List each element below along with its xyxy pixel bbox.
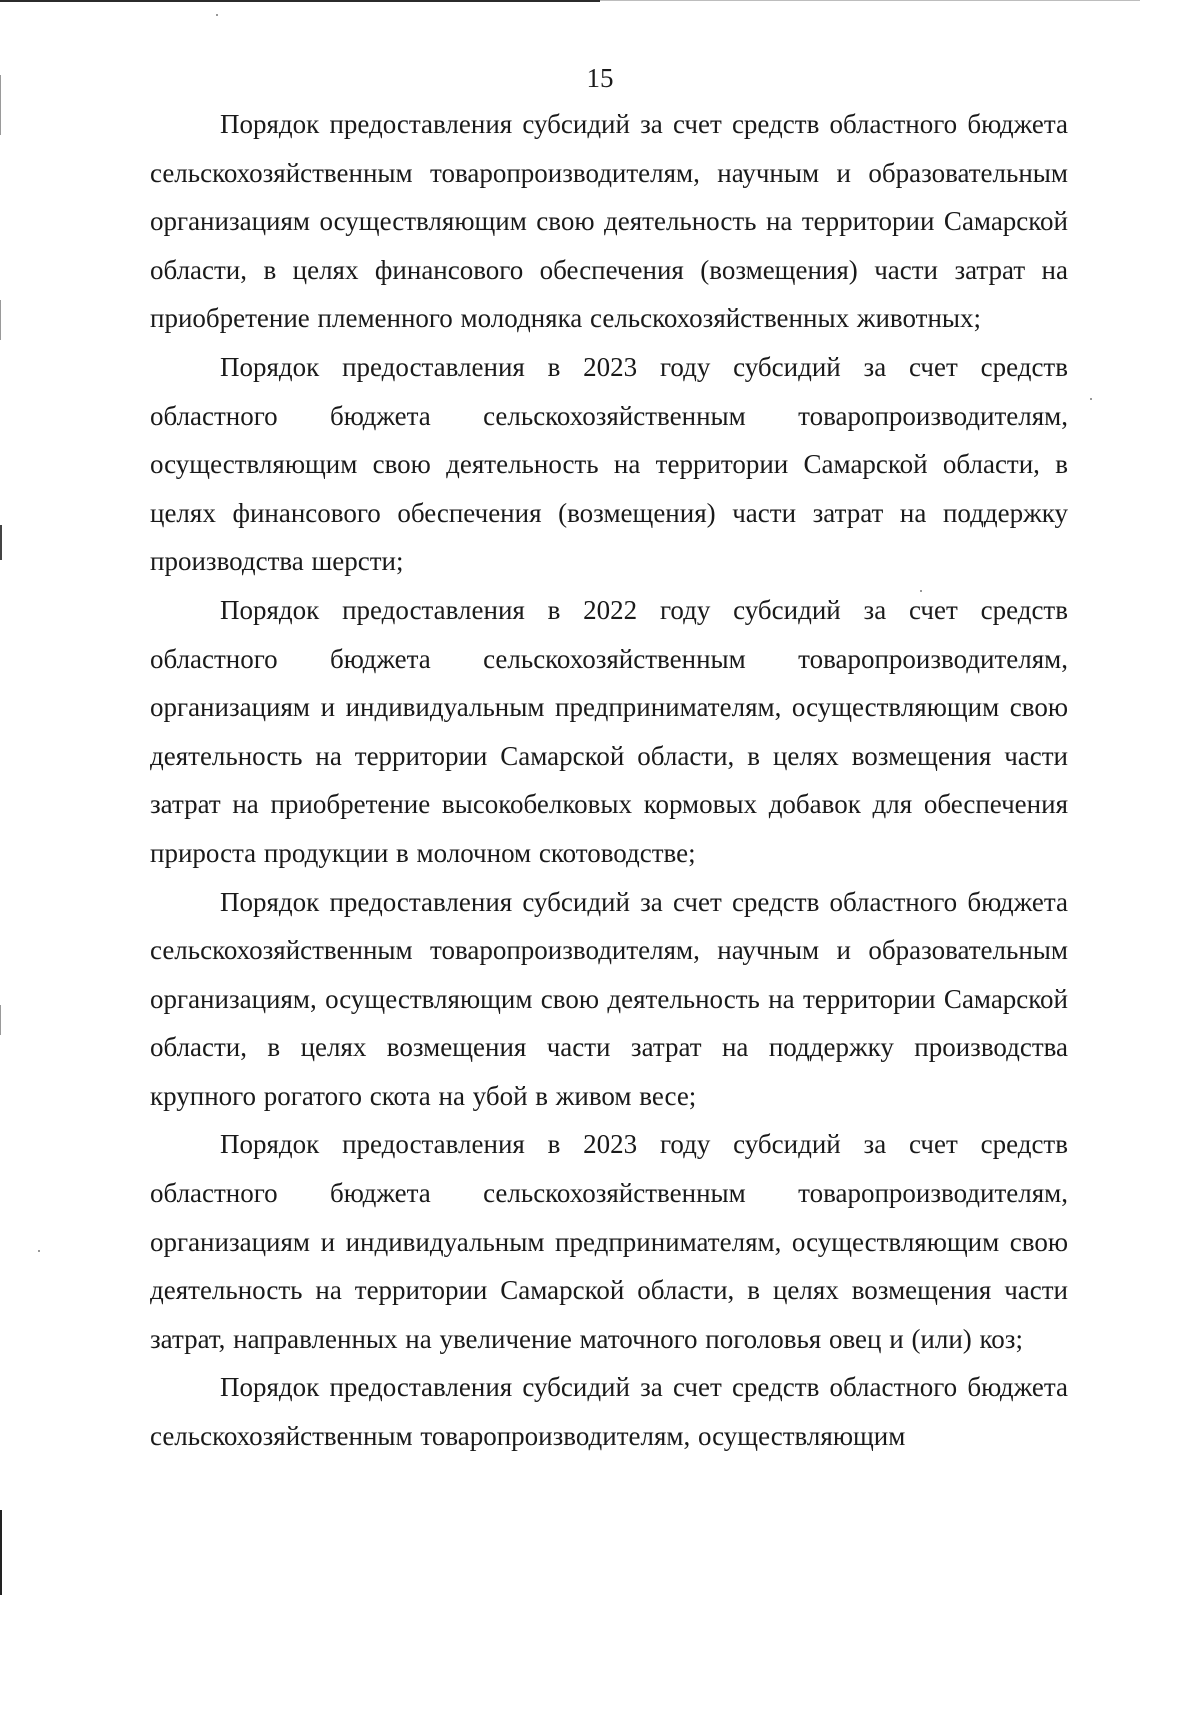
scan-artifact-dot — [216, 14, 218, 16]
scan-artifact-top-line-faint — [600, 0, 1140, 1]
paragraph: Порядок предоставления в 2022 году субсидий за счет средств областного бюджета сельскохозяйственным товаропроизводителям, организациям и индивидуальным предпринимателям, осуществляющим свою деятельность на территории Самарской области, в целях возмещения части затрат на приобретение высокобелковых кормовых добавок для обеспечения прироста продукции в молочном скотоводстве; — [150, 594, 1068, 868]
paragraph: Порядок предоставления субсидий за счет средств областного бюджета сельскохозяйственным товаропроизводителям, научным и образовательным организациям осуществляющим свою деятельность на территории Самарской области, в целях финансового обеспечения (возмещения) части затрат на приобретение племенного молодняка сельскохозяйственных животных; — [150, 109, 1068, 334]
paragraph: Порядок предоставления в 2023 году субсидий за счет средств областного бюджета сельскохозяйственным товаропроизводителям, организациям и индивидуальным предпринимателям, осуществляющим свою деятельность на территории Самарской области, в целях возмещения части затрат, направленных на увеличение маточного поголовья овец и (или) коз; — [150, 1129, 1068, 1354]
scan-artifact-top-line — [0, 0, 600, 2]
scan-artifact-dot — [1090, 398, 1092, 400]
page-number: 15 — [586, 63, 614, 93]
document-body — [150, 100, 1068, 1461]
scan-artifact-left-edge — [0, 300, 1, 340]
paragraph: Порядок предоставления субсидий за счет средств областного бюджета сельскохозяйственным товаропроизводителям, осуществляющим — [150, 1372, 1068, 1452]
scan-artifact-left-edge — [0, 525, 2, 560]
scan-artifact-left-edge — [0, 1510, 2, 1595]
scan-artifact-dot — [38, 1250, 40, 1252]
scan-artifact-left-edge — [0, 1005, 1, 1035]
paragraph: Порядок предоставления субсидий за счет средств областного бюджета сельскохозяйственным товаропроизводителям, научным и образовательным организациям, осуществляющим свою деятельность на территории Самарской области, в целях возмещения части затрат на поддержку производства крупного рогатого скота на убой в живом весе; — [150, 886, 1068, 1111]
paragraph: Порядок предоставления в 2023 году субсидий за счет средств областного бюджета сельскохозяйственным товаропроизводителям, осуществляющим свою деятельность на территории Самарской области, в целях финансового обеспечения (возмещения) части затрат на поддержку производства шерсти; — [150, 351, 1068, 577]
